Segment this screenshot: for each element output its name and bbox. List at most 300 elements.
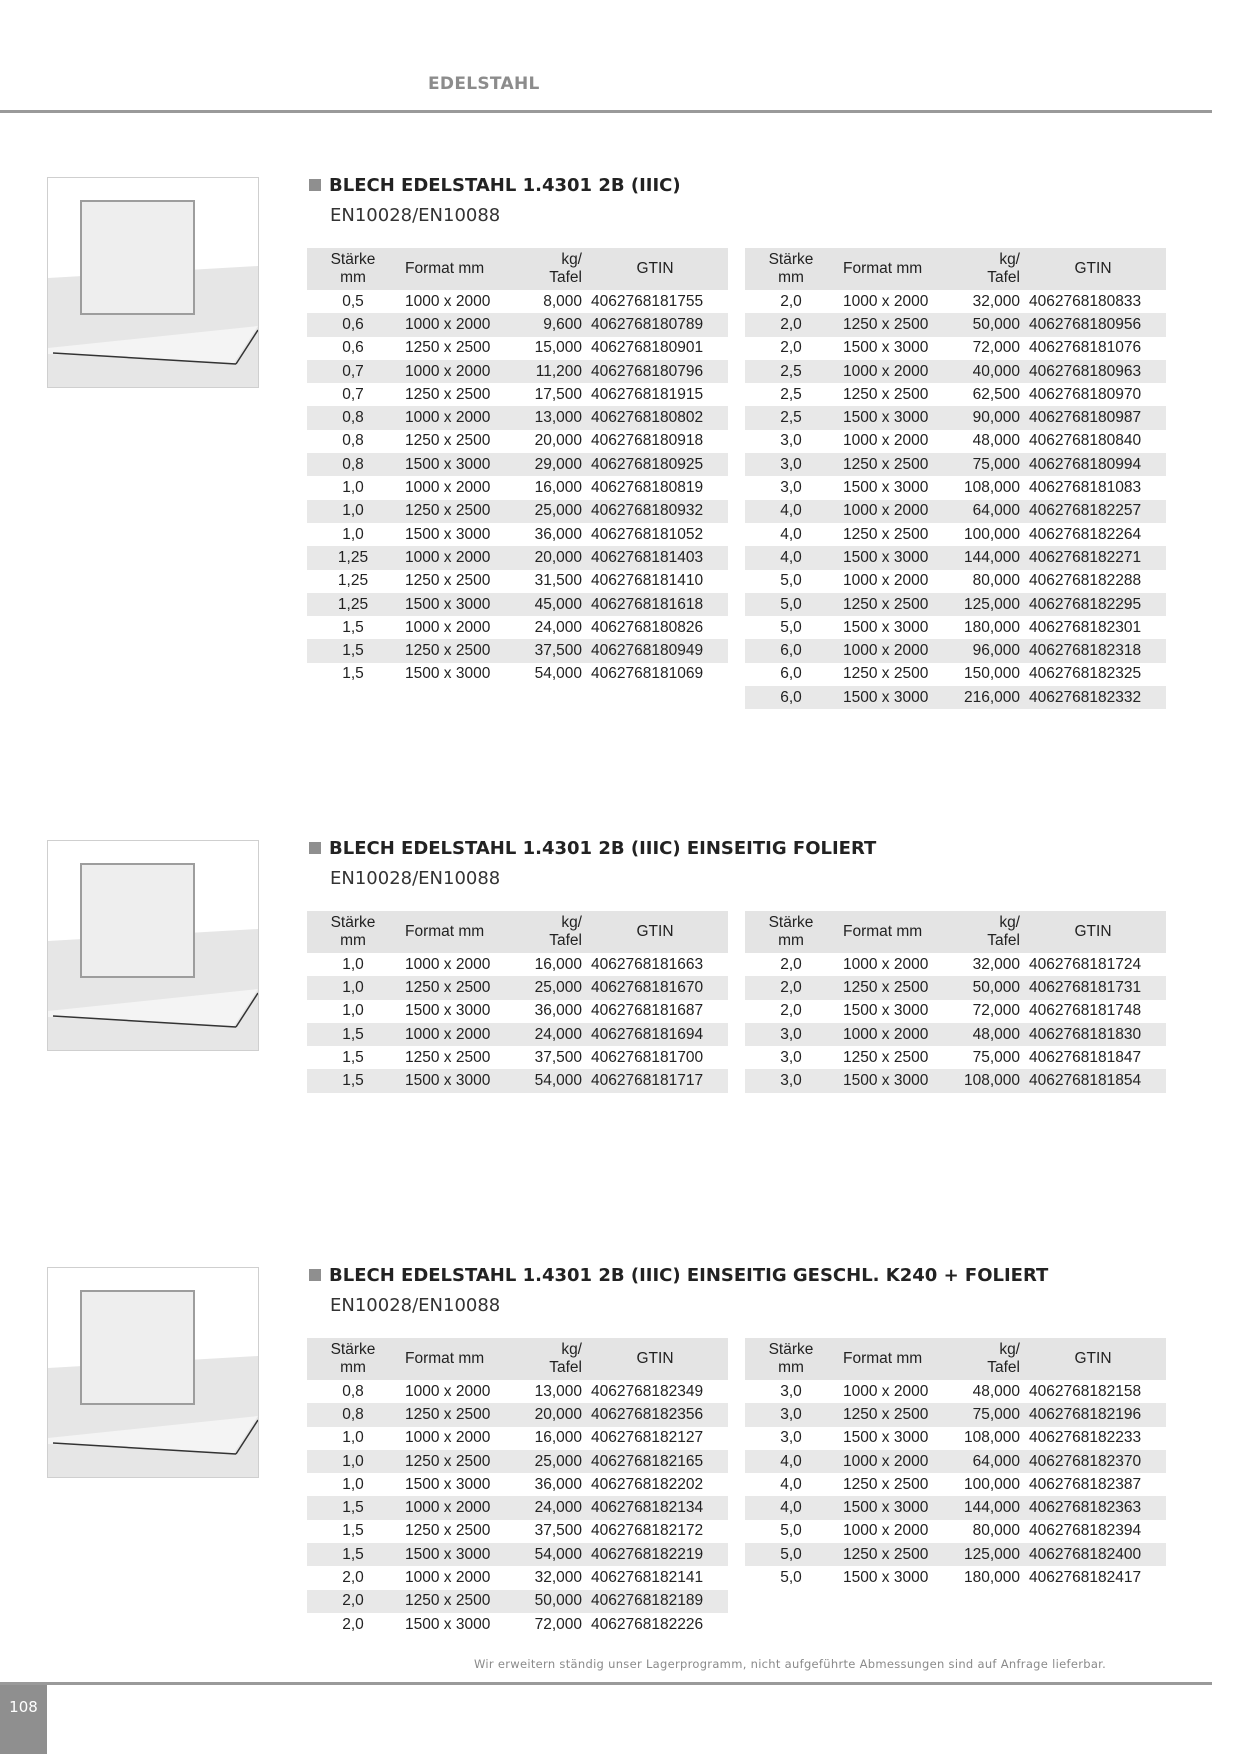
- table-row: [745, 360, 1166, 383]
- cell-thickness: 1,0: [342, 1475, 364, 1493]
- header-thickness: Stärke mm: [307, 248, 399, 290]
- cell-format: 1500 x 3000: [405, 1475, 491, 1493]
- product-table-left: [307, 911, 728, 1093]
- cell-format: 1250 x 2500: [837, 593, 953, 616]
- cell-format: 1250 x 2500: [843, 525, 929, 543]
- table-row: [745, 430, 1166, 453]
- cell-weight: 32,000: [972, 292, 1020, 310]
- cell-format: 1500 x 3000: [837, 1496, 953, 1519]
- cell-weight: 48,000: [953, 1023, 1020, 1046]
- cell-gtin: 4062768182196: [1020, 1403, 1166, 1426]
- table-header-row: [745, 1338, 1166, 1380]
- cell-format: 1000 x 2000: [405, 1569, 491, 1587]
- cell-gtin: 4062768182264: [1029, 525, 1142, 543]
- cell-thickness: 5,0: [745, 593, 837, 616]
- cell-format: 1250 x 2500: [405, 432, 491, 450]
- cell-format: 1000 x 2000: [837, 639, 953, 662]
- cell-gtin: 4062768182394: [1029, 1522, 1142, 1540]
- cell-thickness: 0,6: [307, 313, 399, 336]
- header-weight: kg/ Tafel: [515, 911, 582, 953]
- cell-weight: 24,000: [534, 618, 582, 636]
- cell-thickness: 4,0: [745, 500, 837, 523]
- cell-thickness: 5,0: [780, 618, 802, 636]
- cell-thickness: 1,0: [342, 1002, 364, 1020]
- header-weight: kg/ Tafel: [953, 911, 1020, 953]
- cell-gtin: 4062768181403: [582, 546, 728, 569]
- cell-weight: 32,000: [972, 955, 1020, 973]
- cell-thickness: 1,0: [307, 500, 399, 523]
- cell-gtin: 4062768182141: [591, 1569, 704, 1587]
- header-weight: kg/ Tafel: [515, 248, 582, 290]
- cell-gtin: 4062768182332: [1020, 686, 1166, 709]
- cell-gtin: 4062768182158: [1029, 1382, 1142, 1400]
- cell-gtin: 4062768181076: [1029, 339, 1142, 357]
- cell-thickness: 1,0: [342, 525, 364, 543]
- cell-format: 1000 x 2000: [405, 618, 491, 636]
- cell-format: 1000 x 2000: [843, 572, 929, 590]
- table-row: [307, 570, 728, 593]
- cell-gtin: 4062768180956: [1020, 313, 1166, 336]
- cell-gtin: 4062768180925: [582, 453, 728, 476]
- table-row: [307, 1520, 728, 1543]
- cell-gtin: 4062768180932: [582, 500, 728, 523]
- cell-weight: 62,500: [972, 385, 1020, 403]
- table-row: [745, 290, 1166, 313]
- cell-weight: 36,000: [534, 1002, 582, 1020]
- table-row: [745, 976, 1166, 999]
- cell-weight: 16,000: [534, 479, 582, 497]
- cell-weight: 75,000: [972, 1048, 1020, 1066]
- cell-format: 1000 x 2000: [405, 1429, 491, 1447]
- cell-weight: 108,000: [963, 479, 1020, 497]
- cell-thickness: 5,0: [780, 572, 802, 590]
- cell-weight: 24,000: [515, 1023, 582, 1046]
- footer-divider: [0, 1682, 1212, 1685]
- bullet-square-icon: [309, 179, 321, 191]
- table-header-row: [307, 1338, 728, 1380]
- cell-weight: 40,000: [953, 360, 1020, 383]
- product-table-left: [307, 1338, 728, 1636]
- header-thickness: Stärke mm: [307, 911, 399, 953]
- table-row: [307, 383, 728, 406]
- cell-format: 1250 x 2500: [843, 665, 929, 683]
- cell-format: 1250 x 2500: [837, 453, 953, 476]
- cell-thickness: 1,5: [307, 639, 399, 662]
- table-row: [307, 476, 728, 499]
- cell-weight: 29,000: [515, 453, 582, 476]
- cell-thickness: 6,0: [745, 686, 837, 709]
- cell-format: 1000 x 2000: [399, 1023, 515, 1046]
- cell-thickness: 4,0: [745, 1496, 837, 1519]
- cell-weight: 96,000: [953, 639, 1020, 662]
- table-row: [745, 616, 1166, 639]
- table-row: [307, 1427, 728, 1450]
- cell-gtin: 4062768181083: [1029, 479, 1142, 497]
- table-row: [745, 453, 1166, 476]
- cell-format: 1250 x 2500: [837, 313, 953, 336]
- cell-format: 1000 x 2000: [843, 955, 929, 973]
- cell-format: 1250 x 2500: [405, 572, 491, 590]
- table-row: [307, 1543, 728, 1566]
- header-thickness: Stärke mm: [307, 1338, 399, 1380]
- cell-gtin: 4062768180789: [582, 313, 728, 336]
- cell-gtin: 4062768182288: [1029, 572, 1142, 590]
- cell-thickness: 3,0: [780, 432, 802, 450]
- cell-weight: 36,000: [534, 1475, 582, 1493]
- cell-gtin: 4062768180970: [1029, 385, 1142, 403]
- cell-format: 1000 x 2000: [837, 500, 953, 523]
- cell-format: 1000 x 2000: [399, 406, 515, 429]
- cell-weight: 13,000: [515, 406, 582, 429]
- cell-format: 1500 x 3000: [837, 546, 953, 569]
- cell-format: 1000 x 2000: [843, 292, 929, 310]
- cell-weight: 16,000: [534, 1429, 582, 1447]
- cell-thickness: 2,0: [780, 955, 802, 973]
- cell-weight: 180,000: [963, 618, 1020, 636]
- product-table-right: [745, 911, 1166, 1093]
- cell-weight: 48,000: [972, 1382, 1020, 1400]
- cell-weight: 20,000: [515, 546, 582, 569]
- cell-gtin: 4062768182301: [1029, 618, 1142, 636]
- cell-thickness: 0,5: [342, 292, 364, 310]
- section-title: [309, 837, 876, 861]
- table-row: [745, 1543, 1166, 1566]
- cell-gtin: 4062768180802: [582, 406, 728, 429]
- cell-gtin: 4062768182417: [1029, 1569, 1142, 1587]
- cell-gtin: 4062768180918: [591, 432, 704, 450]
- table-row: [307, 593, 728, 616]
- section-subtitle: EN10028/EN10088: [330, 205, 501, 226]
- cell-format: 1500 x 3000: [837, 406, 953, 429]
- page-header-title: EDELSTAHL: [428, 74, 540, 94]
- cell-thickness: 1,5: [307, 1069, 399, 1092]
- footnote: Wir erweitern ständig unser Lagerprogramm, nicht aufgeführte Abmessungen sind auf Anfrage lieferbar.: [474, 1657, 1107, 1671]
- table-row: [307, 500, 728, 523]
- cell-gtin: 4062768181847: [1029, 1048, 1142, 1066]
- cell-thickness: 0,8: [342, 432, 364, 450]
- cell-format: 1000 x 2000: [399, 360, 515, 383]
- section-subtitle: EN10028/EN10088: [330, 868, 501, 889]
- table-row: [307, 337, 728, 360]
- cell-gtin: 4062768182226: [591, 1615, 704, 1633]
- cell-thickness: 3,0: [745, 1069, 837, 1092]
- cell-thickness: 1,5: [342, 1522, 364, 1540]
- cell-thickness: 4,0: [780, 1475, 802, 1493]
- cell-thickness: 0,7: [307, 360, 399, 383]
- cell-format: 1500 x 3000: [837, 686, 953, 709]
- cell-thickness: 0,6: [342, 339, 364, 357]
- header-gtin: GTIN: [1020, 1338, 1166, 1380]
- cell-gtin: 4062768181755: [591, 292, 704, 310]
- cell-thickness: 3,0: [780, 479, 802, 497]
- table-row: [307, 1473, 728, 1496]
- cell-gtin: 4062768181717: [582, 1069, 728, 1092]
- cell-gtin: 4062768180949: [582, 639, 728, 662]
- cell-weight: 72,000: [972, 339, 1020, 357]
- cell-weight: 75,000: [953, 453, 1020, 476]
- table-row: [745, 337, 1166, 360]
- cell-gtin: 4062768181687: [591, 1002, 704, 1020]
- cell-gtin: 4062768181724: [1029, 955, 1142, 973]
- cell-format: 1250 x 2500: [405, 385, 491, 403]
- table-row: [745, 686, 1166, 709]
- cell-thickness: 1,5: [342, 665, 364, 683]
- cell-format: 1500 x 3000: [843, 1002, 929, 1020]
- table-row: [307, 1566, 728, 1589]
- cell-gtin: 4062768182172: [591, 1522, 704, 1540]
- cell-format: 1250 x 2500: [837, 1403, 953, 1426]
- cell-thickness: 0,8: [342, 1382, 364, 1400]
- cell-thickness: 1,0: [307, 1450, 399, 1473]
- cell-thickness: 3,0: [780, 1382, 802, 1400]
- cell-format: 1250 x 2500: [843, 1048, 929, 1066]
- cell-format: 1500 x 3000: [837, 1069, 953, 1092]
- header-weight: kg/ Tafel: [953, 1338, 1020, 1380]
- cell-weight: 25,000: [515, 976, 582, 999]
- cell-thickness: 1,25: [307, 593, 399, 616]
- cell-thickness: 1,0: [342, 955, 364, 973]
- cell-weight: 37,500: [534, 1048, 582, 1066]
- cell-weight: 54,000: [515, 1069, 582, 1092]
- section-heading: [309, 174, 681, 228]
- header-format: Format mm: [837, 911, 953, 953]
- cell-gtin: 4062768182202: [591, 1475, 704, 1493]
- section-heading: [309, 837, 876, 891]
- cell-format: 1250 x 2500: [399, 1590, 515, 1613]
- table-row: [307, 360, 728, 383]
- table-row: [307, 663, 728, 686]
- table-header-row: [745, 911, 1166, 953]
- cell-weight: 25,000: [515, 1450, 582, 1473]
- table-row: [745, 476, 1166, 499]
- product-image-sheet: [47, 840, 259, 1051]
- header-thickness: Stärke mm: [745, 1338, 837, 1380]
- cell-weight: 75,000: [953, 1403, 1020, 1426]
- table-row: [745, 1023, 1166, 1046]
- table-row: [745, 1520, 1166, 1543]
- cell-gtin: 4062768181915: [591, 385, 704, 403]
- cell-thickness: 3,0: [745, 1403, 837, 1426]
- cell-weight: 8,000: [543, 292, 582, 310]
- cell-gtin: 4062768182189: [582, 1590, 728, 1613]
- table-row: [745, 663, 1166, 686]
- cell-gtin: 4062768182219: [582, 1543, 728, 1566]
- section-title: [309, 174, 681, 198]
- table-row: [745, 1450, 1166, 1473]
- cell-gtin: 4062768180987: [1020, 406, 1166, 429]
- cell-weight: 216,000: [953, 686, 1020, 709]
- cell-gtin: 4062768180901: [591, 339, 704, 357]
- table-row: [745, 1473, 1166, 1496]
- table-row: [307, 976, 728, 999]
- cell-weight: 54,000: [534, 665, 582, 683]
- cell-weight: 16,000: [534, 955, 582, 973]
- table-header-row: [307, 248, 728, 290]
- cell-weight: 125,000: [953, 1543, 1020, 1566]
- cell-format: 1250 x 2500: [405, 1522, 491, 1540]
- cell-weight: 37,500: [515, 639, 582, 662]
- cell-gtin: 4062768180826: [591, 618, 704, 636]
- cell-thickness: 2,0: [745, 313, 837, 336]
- cell-weight: 80,000: [972, 572, 1020, 590]
- cell-weight: 36,000: [534, 525, 582, 543]
- cell-thickness: 1,25: [337, 572, 369, 590]
- cell-thickness: 1,0: [342, 1429, 364, 1447]
- product-table-right: [745, 1338, 1166, 1590]
- cell-weight: 45,000: [515, 593, 582, 616]
- cell-thickness: 1,5: [307, 1496, 399, 1519]
- cell-gtin: 4062768182257: [1020, 500, 1166, 523]
- table-row: [745, 1000, 1166, 1023]
- cell-weight: 9,600: [515, 313, 582, 336]
- cell-gtin: 4062768181694: [582, 1023, 728, 1046]
- cell-weight: 54,000: [515, 1543, 582, 1566]
- cell-thickness: 3,0: [745, 453, 837, 476]
- cell-gtin: 4062768182318: [1020, 639, 1166, 662]
- cell-format: 1000 x 2000: [405, 955, 491, 973]
- cell-gtin: 4062768180963: [1020, 360, 1166, 383]
- cell-format: 1000 x 2000: [837, 360, 953, 383]
- page-number: 108: [0, 1685, 47, 1754]
- cell-thickness: 6,0: [745, 639, 837, 662]
- cell-thickness: 2,5: [745, 360, 837, 383]
- cell-gtin: 4062768182271: [1020, 546, 1166, 569]
- cell-gtin: 4062768182134: [582, 1496, 728, 1519]
- cell-gtin: 4062768182363: [1020, 1496, 1166, 1519]
- cell-format: 1250 x 2500: [837, 1543, 953, 1566]
- cell-format: 1000 x 2000: [405, 479, 491, 497]
- cell-format: 1250 x 2500: [399, 1403, 515, 1426]
- cell-gtin: 4062768182325: [1029, 665, 1142, 683]
- table-row: [307, 430, 728, 453]
- cell-format: 1250 x 2500: [399, 976, 515, 999]
- cell-format: 1500 x 3000: [399, 453, 515, 476]
- cell-gtin: 4062768181830: [1020, 1023, 1166, 1046]
- table-row: [745, 1403, 1166, 1426]
- table-row: [745, 1069, 1166, 1092]
- cell-weight: 13,000: [534, 1382, 582, 1400]
- cell-format: 1000 x 2000: [399, 546, 515, 569]
- table-row: [307, 953, 728, 976]
- cell-format: 1500 x 3000: [405, 1002, 491, 1020]
- cell-thickness: 5,0: [780, 1569, 802, 1587]
- cell-thickness: 0,8: [307, 1403, 399, 1426]
- product-image-sheet: [47, 177, 259, 388]
- header-weight: kg/ Tafel: [953, 248, 1020, 290]
- cell-format: 1250 x 2500: [843, 1475, 929, 1493]
- cell-format: 1250 x 2500: [399, 639, 515, 662]
- cell-thickness: 1,5: [342, 618, 364, 636]
- bullet-square-icon: [309, 1269, 321, 1281]
- header-format: Format mm: [399, 1338, 515, 1380]
- table-row: [307, 1496, 728, 1519]
- cell-format: 1500 x 3000: [405, 665, 491, 683]
- cell-weight: 72,000: [972, 1002, 1020, 1020]
- cell-gtin: 4062768181700: [591, 1048, 704, 1066]
- cell-gtin: 4062768182370: [1020, 1450, 1166, 1473]
- cell-weight: 50,000: [953, 313, 1020, 336]
- cell-gtin: 4062768182127: [591, 1429, 704, 1447]
- cell-format: 1500 x 3000: [843, 618, 929, 636]
- cell-format: 1500 x 3000: [405, 1615, 491, 1633]
- cell-gtin: 4062768182387: [1029, 1475, 1142, 1493]
- header-gtin: GTIN: [582, 248, 728, 290]
- cell-weight: 32,000: [534, 1569, 582, 1587]
- cell-thickness: 2,5: [780, 385, 802, 403]
- cell-format: 1250 x 2500: [843, 385, 929, 403]
- cell-format: 1250 x 2500: [405, 1048, 491, 1066]
- header-thickness: Stärke mm: [745, 248, 837, 290]
- cell-weight: 17,500: [534, 385, 582, 403]
- table-row: [307, 639, 728, 662]
- cell-thickness: 2,5: [745, 406, 837, 429]
- table-row: [745, 1496, 1166, 1519]
- cell-weight: 64,000: [953, 1450, 1020, 1473]
- cell-weight: 72,000: [534, 1615, 582, 1633]
- table-row: [745, 1427, 1166, 1450]
- cell-thickness: 2,0: [780, 292, 802, 310]
- cell-format: 1000 x 2000: [399, 1496, 515, 1519]
- header-thickness: Stärke mm: [745, 911, 837, 953]
- section-title-text: BLECH EDELSTAHL 1.4301 2B (IIIC) EINSEITIG FOLIERT: [329, 838, 877, 859]
- table-row: [307, 616, 728, 639]
- table-row: [307, 546, 728, 569]
- header-divider: [0, 110, 1212, 113]
- cell-thickness: 1,5: [307, 1543, 399, 1566]
- cell-gtin: 4062768180840: [1029, 432, 1142, 450]
- header-gtin: GTIN: [1020, 248, 1166, 290]
- cell-weight: 108,000: [963, 1429, 1020, 1447]
- table-row: [745, 593, 1166, 616]
- cell-format: 1500 x 3000: [399, 1543, 515, 1566]
- cell-gtin: 4062768180796: [582, 360, 728, 383]
- cell-weight: 100,000: [963, 1475, 1020, 1493]
- cell-thickness: 3,0: [745, 1023, 837, 1046]
- cell-format: 1250 x 2500: [399, 500, 515, 523]
- table-row: [745, 546, 1166, 569]
- cell-gtin: 4062768182400: [1020, 1543, 1166, 1566]
- cell-thickness: 6,0: [780, 665, 802, 683]
- header-gtin: GTIN: [1020, 911, 1166, 953]
- cell-format: 1500 x 3000: [843, 1569, 929, 1587]
- cell-weight: 48,000: [972, 432, 1020, 450]
- cell-thickness: 4,0: [745, 546, 837, 569]
- table-row: [745, 406, 1166, 429]
- cell-format: 1250 x 2500: [405, 339, 491, 357]
- section-title-text: BLECH EDELSTAHL 1.4301 2B (IIIC) EINSEITIG GESCHL. K240 + FOLIERT: [329, 1265, 1049, 1286]
- cell-weight: 24,000: [515, 1496, 582, 1519]
- cell-gtin: 4062768180819: [591, 479, 704, 497]
- table-row: [307, 1450, 728, 1473]
- cell-format: 1000 x 2000: [399, 313, 515, 336]
- header-gtin: GTIN: [582, 1338, 728, 1380]
- table-row: [307, 1023, 728, 1046]
- cell-format: 1500 x 3000: [399, 593, 515, 616]
- header-format: Format mm: [399, 248, 515, 290]
- cell-gtin: 4062768181052: [591, 525, 704, 543]
- cell-weight: 150,000: [963, 665, 1020, 683]
- cell-gtin: 4062768181618: [582, 593, 728, 616]
- cell-thickness: 2,0: [780, 339, 802, 357]
- table-row: [307, 1590, 728, 1613]
- cell-format: 1000 x 2000: [843, 1522, 929, 1540]
- table-row: [745, 639, 1166, 662]
- header-gtin: GTIN: [582, 911, 728, 953]
- cell-weight: 25,000: [515, 500, 582, 523]
- cell-gtin: 4062768182165: [582, 1450, 728, 1473]
- cell-format: 1500 x 3000: [405, 525, 491, 543]
- table-row: [307, 523, 728, 546]
